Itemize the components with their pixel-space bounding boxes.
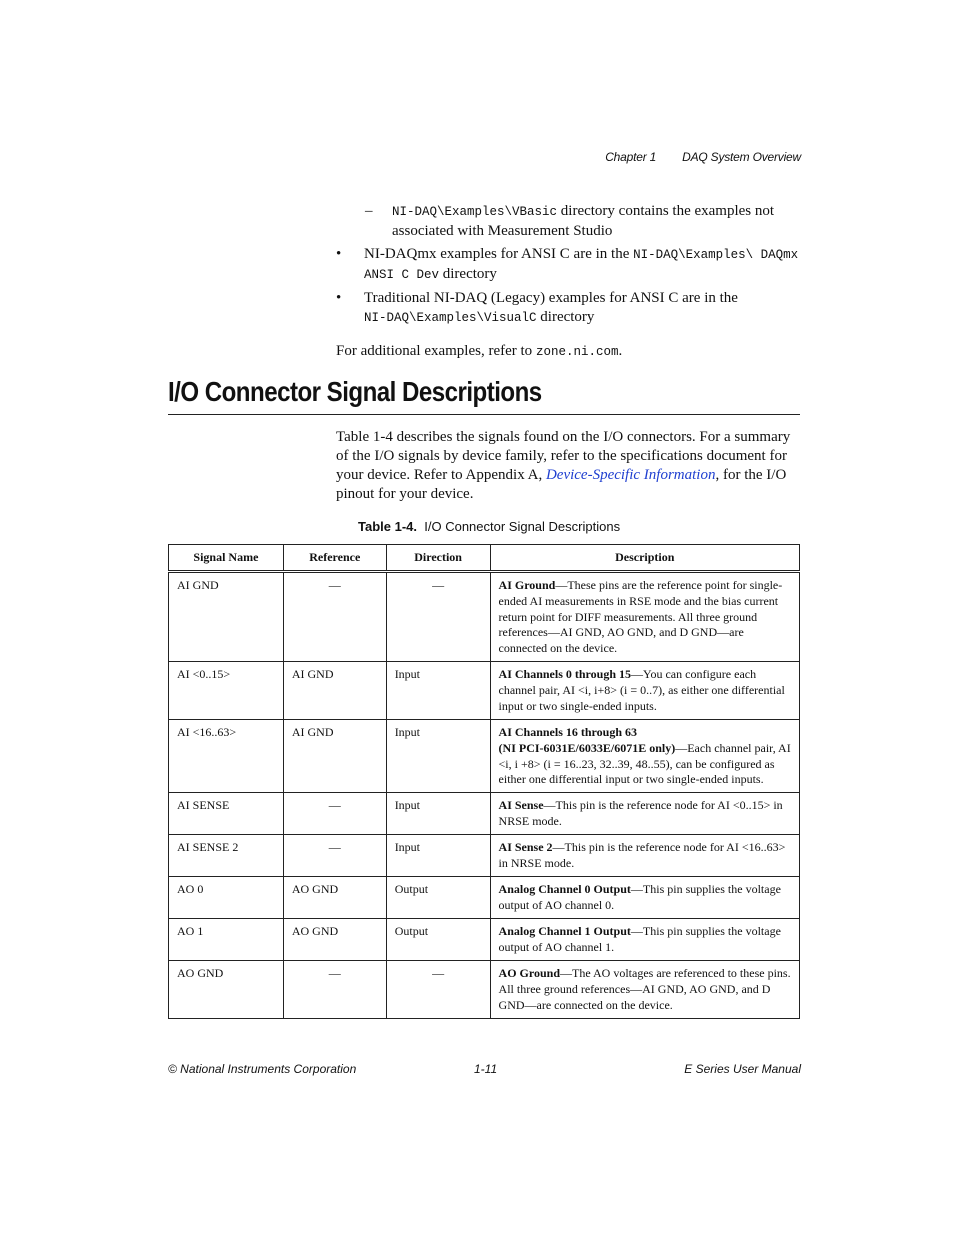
signal-name: AI SENSE bbox=[169, 793, 284, 835]
section-title: I/O Connector Signal Descriptions bbox=[168, 376, 542, 407]
signal-table bbox=[168, 544, 800, 1019]
chapter-title: DAQ System Overview bbox=[682, 150, 801, 164]
signal-name: AI <16..63> bbox=[169, 719, 284, 792]
description-text: —Each channel pair, AI <i, i +8> (i = 16..23, 32..39, 48..55), can be configured as either one differential input or two single-ended inputs. bbox=[498, 740, 791, 787]
table-row bbox=[169, 661, 800, 719]
ansi-c-suffix: directory bbox=[439, 266, 497, 282]
table-row bbox=[169, 572, 800, 662]
more-examples-line bbox=[336, 342, 622, 362]
table-row bbox=[169, 793, 800, 835]
description bbox=[490, 877, 799, 919]
legacy-suffix: directory bbox=[536, 309, 595, 325]
table-row bbox=[169, 877, 800, 919]
section-rule bbox=[168, 414, 800, 415]
vbasic-path: NI-DAQ\Examples\VBasic bbox=[392, 205, 558, 219]
table-caption bbox=[358, 519, 620, 534]
description-text: —You can configure each channel pair, AI <i, i+8> (i = 0..7), as either one differential input or two single-ended inputs. bbox=[498, 666, 785, 713]
description-title-2: (NI PCI-6031E/6033E/6071E only) bbox=[498, 740, 676, 755]
ansi-c-path: NI-DAQ\Examples\ DAQmx ANSI C Dev bbox=[364, 248, 799, 282]
description bbox=[490, 919, 799, 961]
direction: Input bbox=[386, 793, 490, 835]
bullet-marker: • bbox=[336, 290, 342, 306]
signal-name: AO 0 bbox=[169, 877, 284, 919]
intro-text-2: , for the I/O pinout for your device. bbox=[336, 467, 787, 502]
description-title: AI Ground bbox=[498, 578, 556, 592]
table-caption-title: I/O Connector Signal Descriptions bbox=[424, 519, 621, 534]
appendix-link[interactable]: Device-Specific Information bbox=[545, 467, 716, 483]
footer-copyright: © National Instruments Corporation bbox=[168, 1062, 357, 1076]
running-header bbox=[605, 150, 801, 164]
direction: Output bbox=[386, 919, 490, 961]
header-direction: Direction bbox=[386, 545, 490, 572]
direction: — bbox=[386, 961, 490, 1019]
description-title: AI Channels 16 through 63 bbox=[498, 724, 638, 739]
footer-page-number: 1-11 bbox=[474, 1062, 498, 1076]
header-reference: Reference bbox=[283, 545, 386, 572]
reference: — bbox=[283, 572, 386, 662]
header-description: Description bbox=[490, 545, 799, 572]
ansi-c-examples-item bbox=[336, 245, 806, 285]
description-text: —These pins are the reference point for single-ended AI measurements in RSE mode and the bias current return point for DIFF measurements. All three ground references—AI GND, AO GND, and D GND—are connected on the device. bbox=[498, 578, 783, 656]
ansi-c-text: NI-DAQmx examples for ANSI C are in the bbox=[364, 246, 634, 262]
legacy-examples-item bbox=[336, 289, 806, 328]
description bbox=[490, 572, 799, 662]
description-title: Analog Channel 1 Output bbox=[498, 924, 631, 939]
description-text: —This pin supplies the voltage output of AO channel 0. bbox=[498, 882, 781, 912]
direction: Input bbox=[386, 835, 490, 877]
signal-name: AO 1 bbox=[169, 919, 284, 961]
reference: — bbox=[283, 961, 386, 1019]
dash-marker: – bbox=[365, 203, 373, 219]
description-title: AO Ground bbox=[498, 966, 560, 981]
table-header-row bbox=[169, 545, 800, 572]
signal-name: AI <0..15> bbox=[169, 661, 284, 719]
description bbox=[490, 835, 799, 877]
description-title: AI Sense 2 bbox=[498, 840, 553, 855]
description-text: —This pin is the reference node for AI <0..15> in NRSE mode. bbox=[498, 798, 783, 828]
footer-manual-title: E Series User Manual bbox=[684, 1062, 801, 1076]
description bbox=[490, 961, 799, 1019]
more-examples-suffix: . bbox=[618, 343, 623, 359]
bullet-marker: • bbox=[336, 246, 342, 262]
description-title: Analog Channel 0 Output bbox=[498, 882, 631, 897]
reference: AO GND bbox=[283, 877, 386, 919]
reference: AI GND bbox=[283, 719, 386, 792]
reference: AI GND bbox=[283, 661, 386, 719]
description-text: —This pin supplies the voltage output of AO channel 1. bbox=[498, 924, 781, 954]
header-signal-name: Signal Name bbox=[169, 545, 284, 572]
legacy-text: Traditional NI-DAQ (Legacy) examples for ANSI C are in the bbox=[364, 290, 738, 306]
description-title: AI Channels 0 through 15 bbox=[498, 666, 632, 681]
table-row bbox=[169, 961, 800, 1019]
description bbox=[490, 719, 799, 792]
legacy-path: NI-DAQ\Examples\VisualC bbox=[364, 311, 537, 325]
reference: — bbox=[283, 835, 386, 877]
intro-paragraph bbox=[336, 428, 802, 504]
intro-text-1: Table 1-4 describes the signals found on the I/O connectors. For a summary of the I/O signals by device family, refer to the specifications document for your device. Refer to Appendix A, bbox=[336, 429, 791, 483]
reference: — bbox=[283, 793, 386, 835]
vbasic-examples-item bbox=[365, 202, 805, 241]
description bbox=[490, 793, 799, 835]
signal-name: AO GND bbox=[169, 961, 284, 1019]
table-row bbox=[169, 919, 800, 961]
table-row bbox=[169, 835, 800, 877]
description-text: —The AO voltages are referenced to these pins. All three ground references—AI GND, AO GND, and D GND—are connected on the device. bbox=[498, 966, 791, 1012]
direction: — bbox=[386, 572, 490, 662]
signal-name: AI SENSE 2 bbox=[169, 835, 284, 877]
vbasic-description: directory contains the examples not associated with Measurement Studio bbox=[392, 203, 775, 239]
table-caption-label: Table 1-4. bbox=[358, 519, 418, 534]
direction: Output bbox=[386, 877, 490, 919]
signal-name: AI GND bbox=[169, 572, 284, 662]
direction: Input bbox=[386, 661, 490, 719]
chapter-label: Chapter 1 bbox=[605, 150, 657, 164]
description-text: —This pin is the reference node for AI <16..63> in NRSE mode. bbox=[498, 840, 786, 870]
zone-link[interactable]: zone.ni.com bbox=[535, 345, 619, 359]
direction: Input bbox=[386, 719, 490, 792]
reference: AO GND bbox=[283, 919, 386, 961]
description-title: AI Sense bbox=[498, 798, 544, 813]
description bbox=[490, 661, 799, 719]
table-row bbox=[169, 719, 800, 792]
more-examples-prefix: For additional examples, refer to bbox=[336, 343, 536, 359]
